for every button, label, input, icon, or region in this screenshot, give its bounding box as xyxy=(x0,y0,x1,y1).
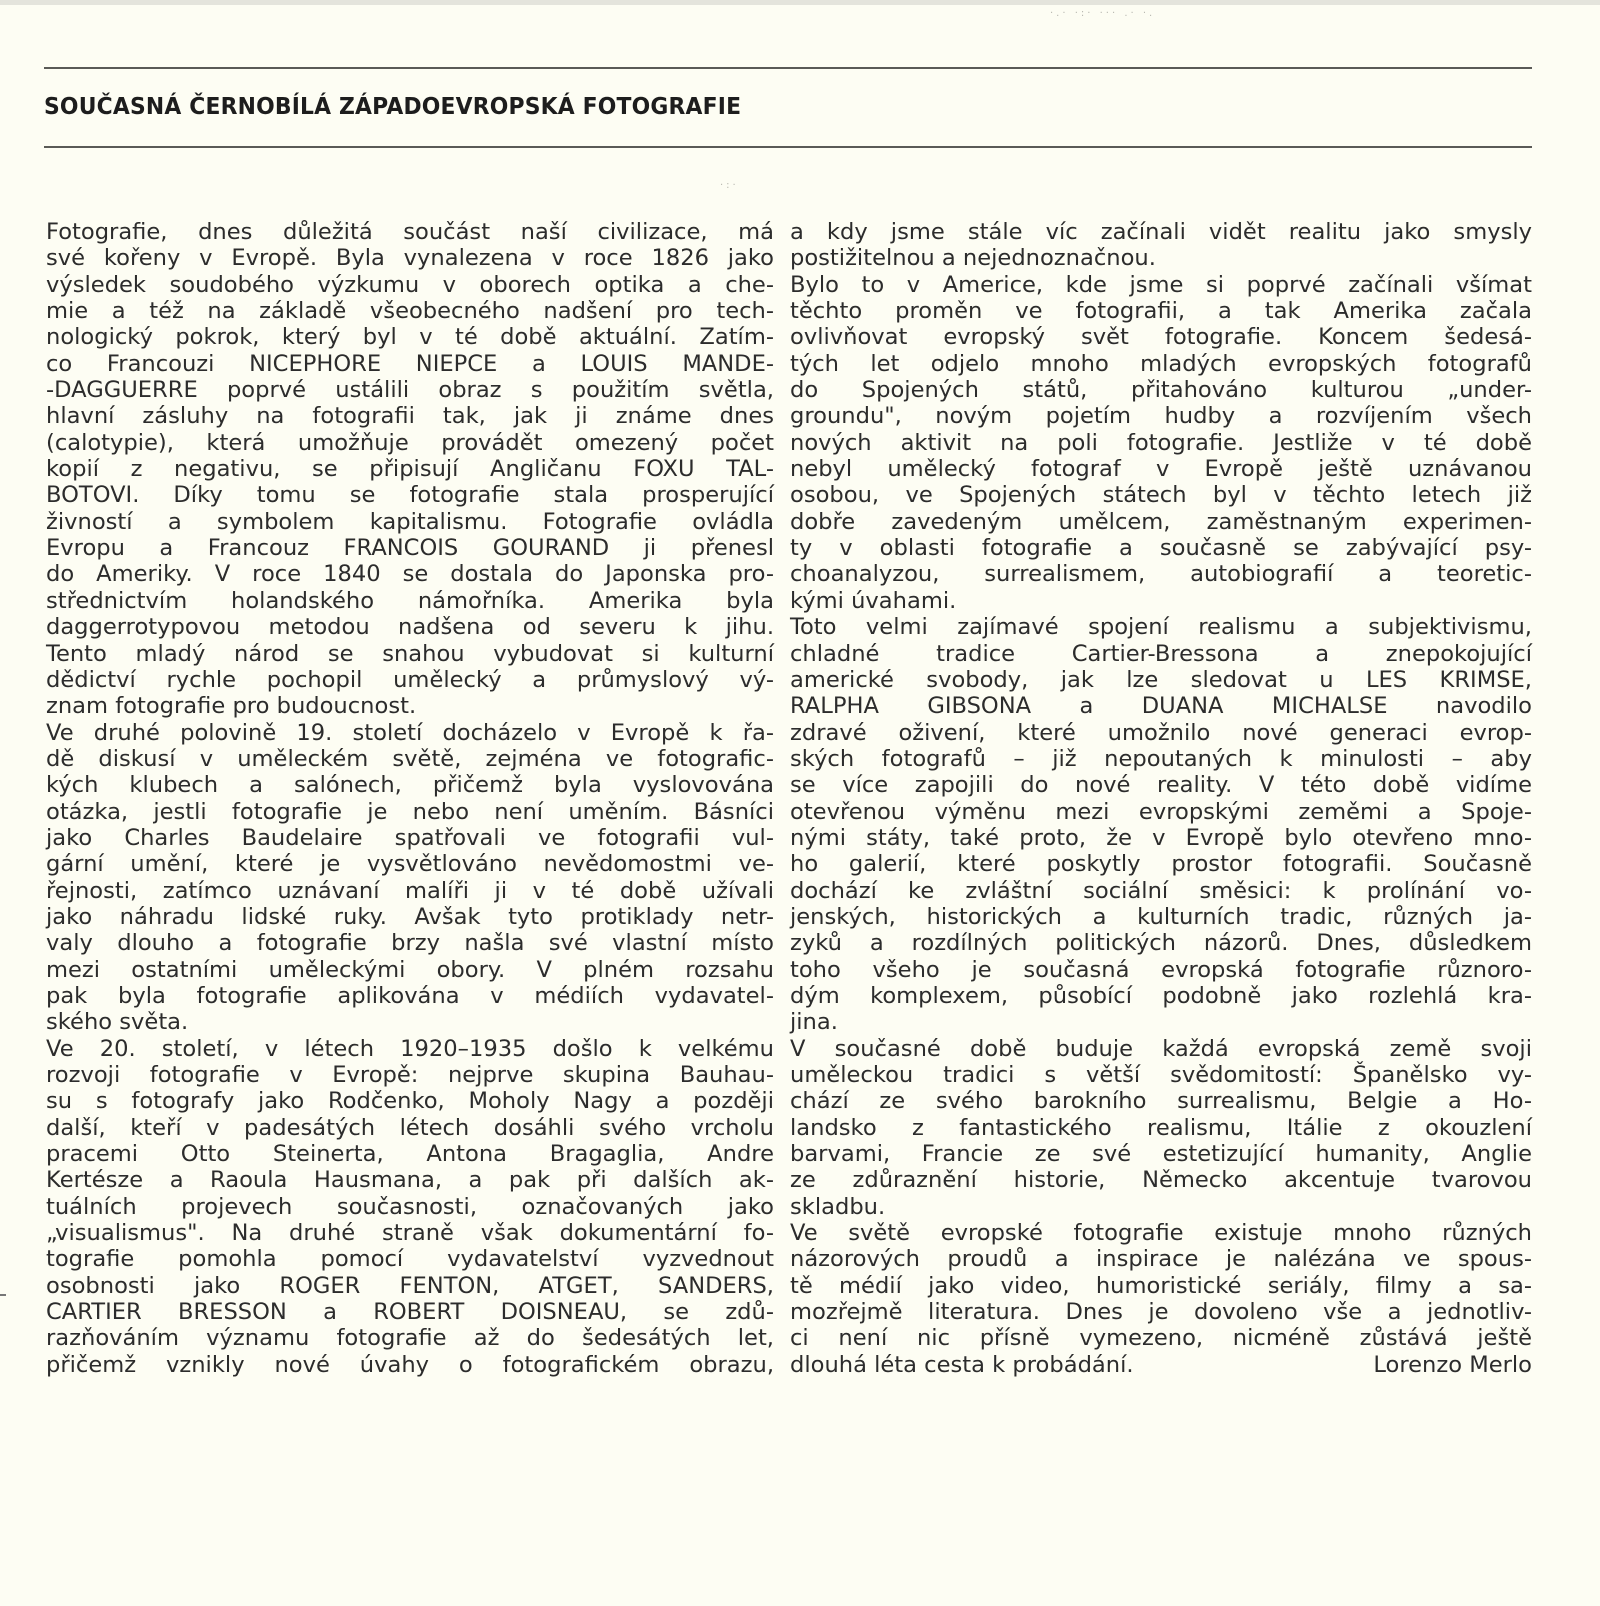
text-line: RALPHA GIBSONA a DUANA MICHALSE navodilo xyxy=(790,693,1532,720)
text-line: nologický pokrok, který byl v té době aktuální. Zatím- xyxy=(46,324,774,351)
text-line: zyků a rozdílných politických názorů. Dnes, důsledkem xyxy=(790,930,1532,957)
text-line: barvami, Francie ze své estetizující humanity, Anglie xyxy=(790,1141,1532,1168)
paragraph-last-line: skladbu. xyxy=(790,1193,886,1220)
text-line: tě médií jako video, humoristické seriály, filmy a sa- xyxy=(790,1272,1532,1299)
text-line: výsledek soudobého výzkumu v oborech optika a che- xyxy=(46,271,774,298)
text-line: chladné tradice Cartier-Bressona a znepokojující xyxy=(790,640,1532,667)
text-line: kopií z negativu, se připisují Angličanu FOXU TAL- xyxy=(46,456,774,483)
text-line: tých let odjelo mnoho mladých evropských fotografů xyxy=(790,350,1532,377)
text-line: Ve 20. století, v létech 1920–1935 došlo k velkému xyxy=(46,1035,774,1062)
text-line: Toto velmi zajímavé spojení realismu a subjektivismu, xyxy=(790,614,1532,641)
text-line: razňováním významu fotografie až do šedesátých let, xyxy=(46,1325,774,1352)
scan-speck: ·.· ·:· ··· .· ·. xyxy=(1050,8,1156,19)
text-line: Bylo to v Americe, kde jsme si poprvé začínali všímat xyxy=(790,271,1532,298)
text-line: daggerrotypovou metodou nadšena od severu k jihu. xyxy=(46,614,774,641)
text-line: další, kteří v padesátých létech dosáhli svého vrcholu xyxy=(46,1114,774,1141)
text-line: co Francouzi NICEPHORE NIEPCE a LOUIS MANDE- xyxy=(46,350,774,377)
text-line: Ve světě evropské fotografie existuje mnoho různých xyxy=(790,1220,1532,1247)
header-rule-bottom xyxy=(44,146,1532,148)
text-line: jako Charles Baudelaire spatřovali ve fotografii vul- xyxy=(46,824,774,851)
text-line: nými státy, také proto, že v Evropě bylo otevřeno mno- xyxy=(790,824,1532,851)
text-line: mozřejmě literatura. Dnes je dovoleno vše a jednotliv- xyxy=(790,1299,1532,1326)
text-line: Fotografie, dnes důležitá součást naší civilizace, má xyxy=(46,219,774,245)
text-line: Evropu a Francouz FRANCOIS GOURAND ji přenesl xyxy=(46,535,774,562)
text-line: pak byla fotografie aplikována v médiích vydavatel- xyxy=(46,982,774,1009)
paragraph-last-line: jina. xyxy=(790,1009,838,1036)
text-line: Ve druhé polovině 19. století docházelo v Evropě k řa- xyxy=(46,719,774,746)
paragraph-last-line: kými úvahami. xyxy=(790,587,957,614)
text-line: tuálních projevech současnosti, označovaných jako xyxy=(46,1193,774,1220)
text-line: těchto proměn ve fotografii, a tak Amerika začala xyxy=(790,298,1532,325)
text-line: „visualismus". Na druhé straně však dokumentární fo- xyxy=(46,1220,774,1247)
text-line: a kdy jsme stále víc začínali vidět realitu jako smysly xyxy=(790,219,1532,245)
text-line: chází ze svého barokního surrealismu, Belgie a Ho- xyxy=(790,1088,1532,1115)
text-line: osobou, ve Spojených státech byl v těchto letech již xyxy=(790,482,1532,509)
text-line: ci není nic přísně vymezeno, nicméně zůstává ještě xyxy=(790,1325,1532,1352)
text-line: su s fotografy jako Rodčenko, Moholy Nagy a později xyxy=(46,1088,774,1115)
text-line: živností a symbolem kapitalismu. Fotografie ovládla xyxy=(46,508,774,535)
author-signature: Lorenzo Merlo xyxy=(1373,1351,1532,1378)
text-line: uměleckou tradici s větší svědomitostí: Španělsko vy- xyxy=(790,1062,1532,1088)
article-column-right xyxy=(790,219,1532,1378)
text-line: toho všeho je současná evropská fotografie různoro- xyxy=(790,956,1532,983)
header-rule-top xyxy=(44,67,1532,69)
paragraph-last-line: znam fotografie pro budoucnost. xyxy=(46,693,417,720)
text-line: gární umění, které je vysvětlováno nevědomostmi ve- xyxy=(46,851,774,878)
text-line: choanalyzou, surrealismem, autobiografií a teoretic- xyxy=(790,561,1532,588)
text-line: dobře zavedeným umělcem, zaměstnaným experimen- xyxy=(790,508,1532,535)
paragraph-last-line: ského světa. xyxy=(46,1009,189,1036)
text-line: mezi ostatními uměleckými obory. V plném rozsahu xyxy=(46,956,774,983)
text-line: (calotypie), která umožňuje provádět omezený počet xyxy=(46,429,774,456)
text-line: dým komplexem, působící podobně jako rozlehlá kra- xyxy=(790,982,1532,1009)
text-line: kých klubech a salónech, přičemž byla vyslovována xyxy=(46,772,774,799)
text-line: CARTIER BRESSON a ROBERT DOISNEAU, se zdů- xyxy=(46,1299,774,1326)
text-line: BOTOVI. Díky tomu se fotografie stala prosperující xyxy=(46,482,774,509)
text-line: dochází ke zvláštní sociální směsici: k prolínání vo- xyxy=(790,877,1532,904)
article-column-left xyxy=(46,219,774,1378)
text-line: dědictví rychle pochopil umělecký a průmyslový vý- xyxy=(46,666,774,693)
text-line: názorových proudů a inspirace je nalézána ve spous- xyxy=(790,1246,1532,1273)
closing-line: dlouhá léta cesta k probádání. xyxy=(790,1351,1134,1378)
text-line: -DAGGUERRE poprvé ustálili obraz s použitím světla, xyxy=(46,377,774,404)
text-line: landsko z fantastického realismu, Itálie z okouzlení xyxy=(790,1114,1532,1141)
text-line: pracemi Otto Steinerta, Antona Bragaglia, Andre xyxy=(46,1141,774,1168)
text-line: valy dlouho a fotografie brzy našla své vlastní místo xyxy=(46,930,774,957)
text-line: nebyl umělecký fotograf v Evropě ještě uznávanou xyxy=(790,456,1532,483)
text-line: osobnosti jako ROGER FENTON, ATGET, SANDERS, xyxy=(46,1272,774,1299)
text-line: nových aktivit na poli fotografie. Jestliže v té době xyxy=(790,429,1532,456)
text-line: tografie pomohla pomocí vydavatelství vyzvednout xyxy=(46,1246,774,1273)
text-line: ze zdůraznění historie, Německo akcentuje tvarovou xyxy=(790,1167,1532,1194)
text-line: ty v oblasti fotografie a současně se zabývající psy- xyxy=(790,535,1532,562)
text-line: se více zapojili do nové reality. V této době vidíme xyxy=(790,772,1532,799)
text-line: mie a též na základě všeobecného nadšení pro tech- xyxy=(46,298,774,325)
text-line: jako náhradu lidské ruky. Avšak tyto protiklady netr- xyxy=(46,903,774,930)
text-line: přičemž vznikly nové úvahy o fotografickém obrazu, xyxy=(46,1351,774,1378)
text-line: groundu", novým pojetím hudby a rozvíjením všech xyxy=(790,403,1532,430)
text-line: ských fotografů – již nepoutaných k minulosti – aby xyxy=(790,745,1532,772)
text-line: otevřenou výměnu mezi evropskými zeměmi a Spoje- xyxy=(790,798,1532,825)
text-line: americké svobody, jak lze sledovat u LES KRIMSE, xyxy=(790,666,1532,693)
scan-edge xyxy=(0,0,1600,5)
text-line: Tento mladý národ se snahou vybudovat si kulturní xyxy=(46,640,774,667)
text-line: dě diskusí v uměleckém světě, zejména ve fotografic- xyxy=(46,745,774,772)
text-line: do Ameriky. V roce 1840 se dostala do Japonska pro- xyxy=(46,561,774,588)
closing-row xyxy=(790,1352,1532,1378)
scan-speck: ·:· xyxy=(720,180,739,191)
paragraph-last-line: postižitelnou a nejednoznačnou. xyxy=(790,245,1156,272)
text-line: řejnosti, zatímco uznávaní malíři ji v té době užívali xyxy=(46,877,774,904)
text-line: otázka, jestli fotografie je nebo není uměním. Básníci xyxy=(46,798,774,825)
text-line: do Spojených států, přitahováno kulturou „under- xyxy=(790,377,1532,404)
text-line: střednictvím holandského námořníka. Amerika byla xyxy=(46,587,774,614)
page-title: SOUČASNÁ ČERNOBÍLÁ ZÁPADOEVROPSKÁ FOTOGRAFIE xyxy=(44,92,742,120)
text-line: V současné době buduje každá evropská země svoji xyxy=(790,1035,1532,1062)
text-line: hlavní zásluhy na fotografii tak, jak ji známe dnes xyxy=(46,403,774,430)
text-line: své kořeny v Evropě. Byla vynalezena v roce 1826 jako xyxy=(46,245,774,272)
text-line: rozvoji fotografie v Evropě: nejprve skupina Bauhau- xyxy=(46,1062,774,1088)
text-line: ho galerií, které poskytly prostor fotografii. Současně xyxy=(790,851,1532,878)
margin-mark xyxy=(0,1294,6,1296)
text-line: jenských, historických a kulturních tradic, různých ja- xyxy=(790,903,1532,930)
text-line: Kertésze a Raoula Hausmana, a pak při dalších ak- xyxy=(46,1167,774,1194)
text-line: zdravé oživení, které umožnilo nové generaci evrop- xyxy=(790,719,1532,746)
text-line: ovlivňovat evropský svět fotografie. Koncem šedesá- xyxy=(790,324,1532,351)
